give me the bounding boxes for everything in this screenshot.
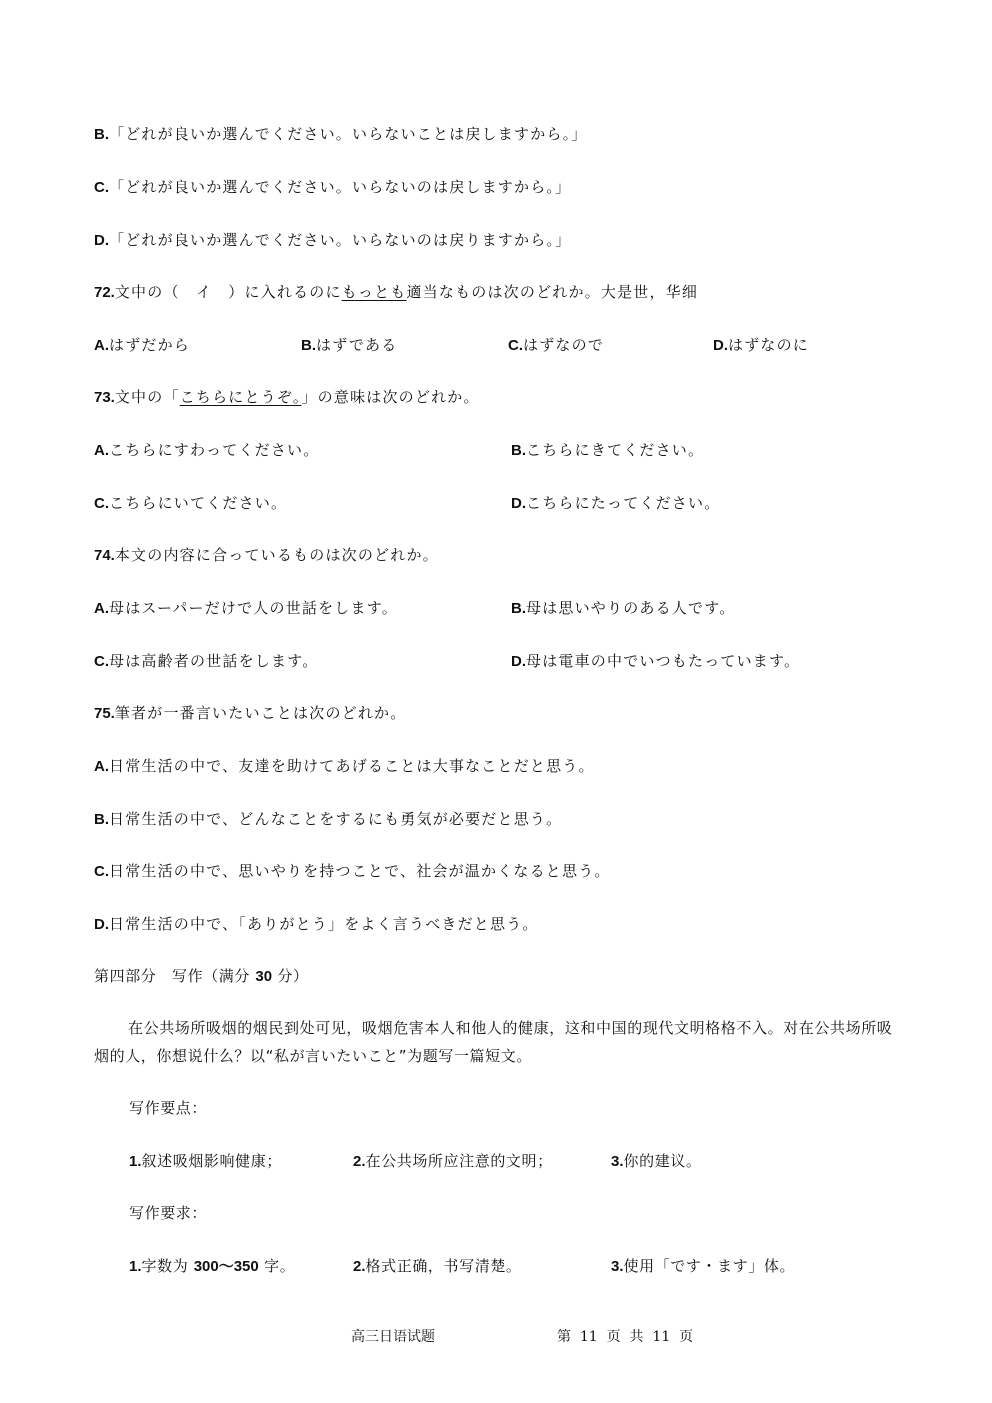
requirement-label: 3. <box>611 1258 624 1275</box>
q74-options-row-2 <box>0 651 992 671</box>
writing-requirement-1 <box>129 1256 295 1277</box>
option-text: 「どれが良いか選んでください。いらないことは戻しますから。」 <box>109 125 588 143</box>
underlined-text: こちらにとうぞ。 <box>179 388 302 406</box>
q72-question <box>94 282 698 303</box>
question-number: 72. <box>94 284 115 301</box>
question-text: 文中の「 <box>114 388 180 406</box>
option-text: 母は思いやりのある人です。 <box>526 599 736 617</box>
q73-option-b <box>511 440 704 461</box>
q74-option-b <box>511 598 735 619</box>
question-number: 73. <box>94 389 115 406</box>
heading-text: 分） <box>272 967 309 985</box>
option-text: こちらにすわってください。 <box>109 441 320 459</box>
question-text: 」の意味は次のどれか。 <box>301 388 480 406</box>
option-text: 「どれが良いか選んでください。いらないのは戻しますから。」 <box>109 178 572 196</box>
option-label: B. <box>94 811 109 828</box>
requirement-text: 字。 <box>258 1257 296 1275</box>
q71-option-c <box>94 177 571 198</box>
option-label: C. <box>94 653 109 670</box>
question-text: 適当なものは次のどれか。大是世，华细 <box>406 283 699 301</box>
q72-options <box>0 335 992 355</box>
q73-option-d <box>511 493 720 514</box>
q74-question <box>94 545 439 566</box>
q71-option-d <box>94 230 571 251</box>
option-label: D. <box>511 653 526 670</box>
requirement-label: 1. <box>129 1258 142 1275</box>
q74-options-row-1 <box>0 598 992 618</box>
writing-point-3 <box>611 1151 702 1172</box>
footer-page-number: 第 11 页 共 11 页 <box>557 1329 694 1345</box>
option-label: B. <box>301 337 316 354</box>
question-text: 文中の（ イ ）に入れるのに <box>114 283 342 301</box>
underlined-text: もっとも <box>341 283 407 301</box>
option-label: C. <box>508 337 523 354</box>
footer-subject: 高三日语试题 <box>351 1329 435 1345</box>
writing-prompt: 在公共场所吸烟的烟民到处可见，吸烟危害本人和他人的健康，这和中国的现代文明格格不入。对在公共场所吸烟的人，你想说什么？以“私が言いたいこと”为题写一篇短文。 <box>94 1019 893 1065</box>
q73-option-c <box>94 493 287 514</box>
q74-option-a <box>94 598 398 619</box>
option-text: はずだから <box>109 336 191 354</box>
writing-point-1 <box>129 1151 282 1172</box>
q72-option-d <box>713 335 809 356</box>
option-label: B. <box>511 600 526 617</box>
q75-option-b <box>94 809 562 830</box>
q72-option-c <box>508 335 604 356</box>
points-title: 写作要点： <box>129 1099 208 1117</box>
option-text: 母は高齢者の世話をします。 <box>109 652 319 670</box>
option-label: C. <box>94 179 109 196</box>
writing-point-2 <box>353 1151 553 1172</box>
option-label: B. <box>94 126 109 143</box>
section-heading <box>94 966 309 987</box>
option-text: はずである <box>316 336 398 354</box>
option-label: D. <box>94 232 109 249</box>
q71-option-b <box>94 124 588 145</box>
q75-option-c <box>94 861 611 882</box>
option-label: A. <box>94 600 109 617</box>
option-text: 日常生活の中で、どんなことをするにも勇気が必要だと思う。 <box>109 810 563 828</box>
heading-text: 第四部分 写作（满分 <box>94 967 256 985</box>
q72-option-b <box>301 335 397 356</box>
heading-score: 30 <box>255 968 273 985</box>
option-label: A. <box>94 337 109 354</box>
point-text: 在公共场所应注意的文明； <box>365 1152 553 1170</box>
writing-requirement-3 <box>611 1256 795 1277</box>
option-label: C. <box>94 495 109 512</box>
option-text: 母は電車の中でいつもたっています。 <box>526 652 801 670</box>
question-number: 74. <box>94 547 115 564</box>
option-text: 日常生活の中で、友達を助けてあげることは大事なことだと思う。 <box>109 757 595 775</box>
option-text: 母はスーパーだけで人の世話をします。 <box>109 599 398 617</box>
option-label: D. <box>511 495 526 512</box>
q73-options-row-2 <box>0 493 992 513</box>
option-text: 「どれが良いか選んでください。いらないのは戻りますから。」 <box>109 231 572 249</box>
option-label: C. <box>94 863 109 880</box>
q72-option-a <box>94 335 190 356</box>
q73-option-a <box>94 440 319 461</box>
requirements-title: 写作要求： <box>129 1204 208 1222</box>
point-label: 3. <box>611 1153 624 1170</box>
q74-option-c <box>94 651 318 672</box>
q75-option-a <box>94 756 595 777</box>
question-text: 筆者が一番言いたいことは次のどれか。 <box>114 704 407 722</box>
option-text: こちらにいてください。 <box>109 494 288 512</box>
option-text: こちらにきてください。 <box>526 441 705 459</box>
question-text: 本文の内容に合っているものは次のどれか。 <box>114 546 439 564</box>
option-text: はずなのに <box>728 336 810 354</box>
point-text: 叙述吸烟影响健康； <box>141 1152 282 1170</box>
point-label: 2. <box>353 1153 366 1170</box>
option-label: A. <box>94 442 109 459</box>
q73-options-row-1 <box>0 440 992 460</box>
option-label: A. <box>94 758 109 775</box>
q75-question <box>94 703 406 724</box>
q74-option-d <box>511 651 800 672</box>
requirement-text: 字数为 <box>141 1257 194 1275</box>
requirement-label: 2. <box>353 1258 366 1275</box>
requirement-text: 使用「です・ます」体。 <box>623 1257 796 1275</box>
question-number: 75. <box>94 705 115 722</box>
option-label: D. <box>94 916 109 933</box>
option-text: はずなので <box>523 336 605 354</box>
q73-question <box>94 387 480 408</box>
requirement-text: 格式正确，书写清楚。 <box>365 1257 522 1275</box>
writing-requirement-2 <box>353 1256 522 1277</box>
option-label: D. <box>713 337 728 354</box>
option-text: 日常生活の中で、思いやりを持つことで、社会が温かくなると思う。 <box>109 862 611 880</box>
q75-option-d <box>94 914 539 935</box>
requirement-number: 300～350 <box>193 1258 259 1275</box>
option-label: B. <box>511 442 526 459</box>
point-text: 你的建议。 <box>623 1152 702 1170</box>
point-label: 1. <box>129 1153 142 1170</box>
option-text: 日常生活の中で、「ありがとう」をよく言うべきだと思う。 <box>109 915 539 933</box>
option-text: こちらにたってください。 <box>526 494 721 512</box>
